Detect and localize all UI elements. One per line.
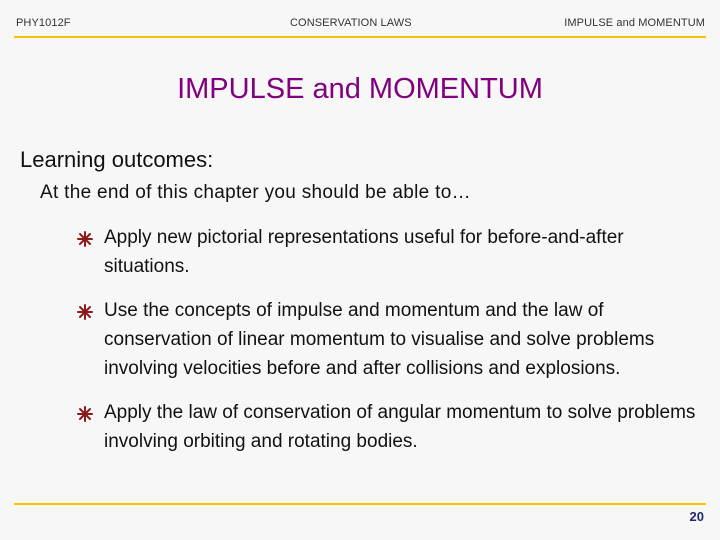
course-code: PHY1012F bbox=[16, 17, 71, 29]
bullet-text: Apply the law of conservation of angular momentum to solve problems involving orbiting and rotating bodies. bbox=[104, 402, 696, 452]
list-item bbox=[76, 398, 696, 456]
learning-outcomes-list bbox=[76, 223, 696, 471]
bullet-text: Apply new pictorial representations useful for before-and-after situations. bbox=[104, 227, 624, 277]
burst-icon bbox=[76, 303, 94, 321]
burst-icon bbox=[76, 405, 94, 423]
slide-header bbox=[0, 0, 720, 40]
list-item bbox=[76, 223, 696, 281]
section-name: CONSERVATION LAWS bbox=[290, 17, 412, 29]
burst-icon bbox=[76, 230, 94, 248]
page-number: 20 bbox=[689, 509, 704, 524]
slide-subtitle: Learning outcomes: bbox=[20, 147, 214, 172]
list-item bbox=[76, 296, 696, 383]
bullet-text: Use the concepts of impulse and momentum and the law of conservation of linear momentum to visualise and solve problems involving velocities before and after collisions and explosions. bbox=[104, 300, 655, 379]
footer-divider bbox=[14, 503, 706, 505]
header-divider bbox=[14, 36, 706, 38]
intro-text: At the end of this chapter you should be able to… bbox=[40, 182, 471, 203]
slide-title: IMPULSE and MOMENTUM bbox=[177, 73, 543, 105]
topic-name: IMPULSE and MOMENTUM bbox=[564, 17, 705, 29]
